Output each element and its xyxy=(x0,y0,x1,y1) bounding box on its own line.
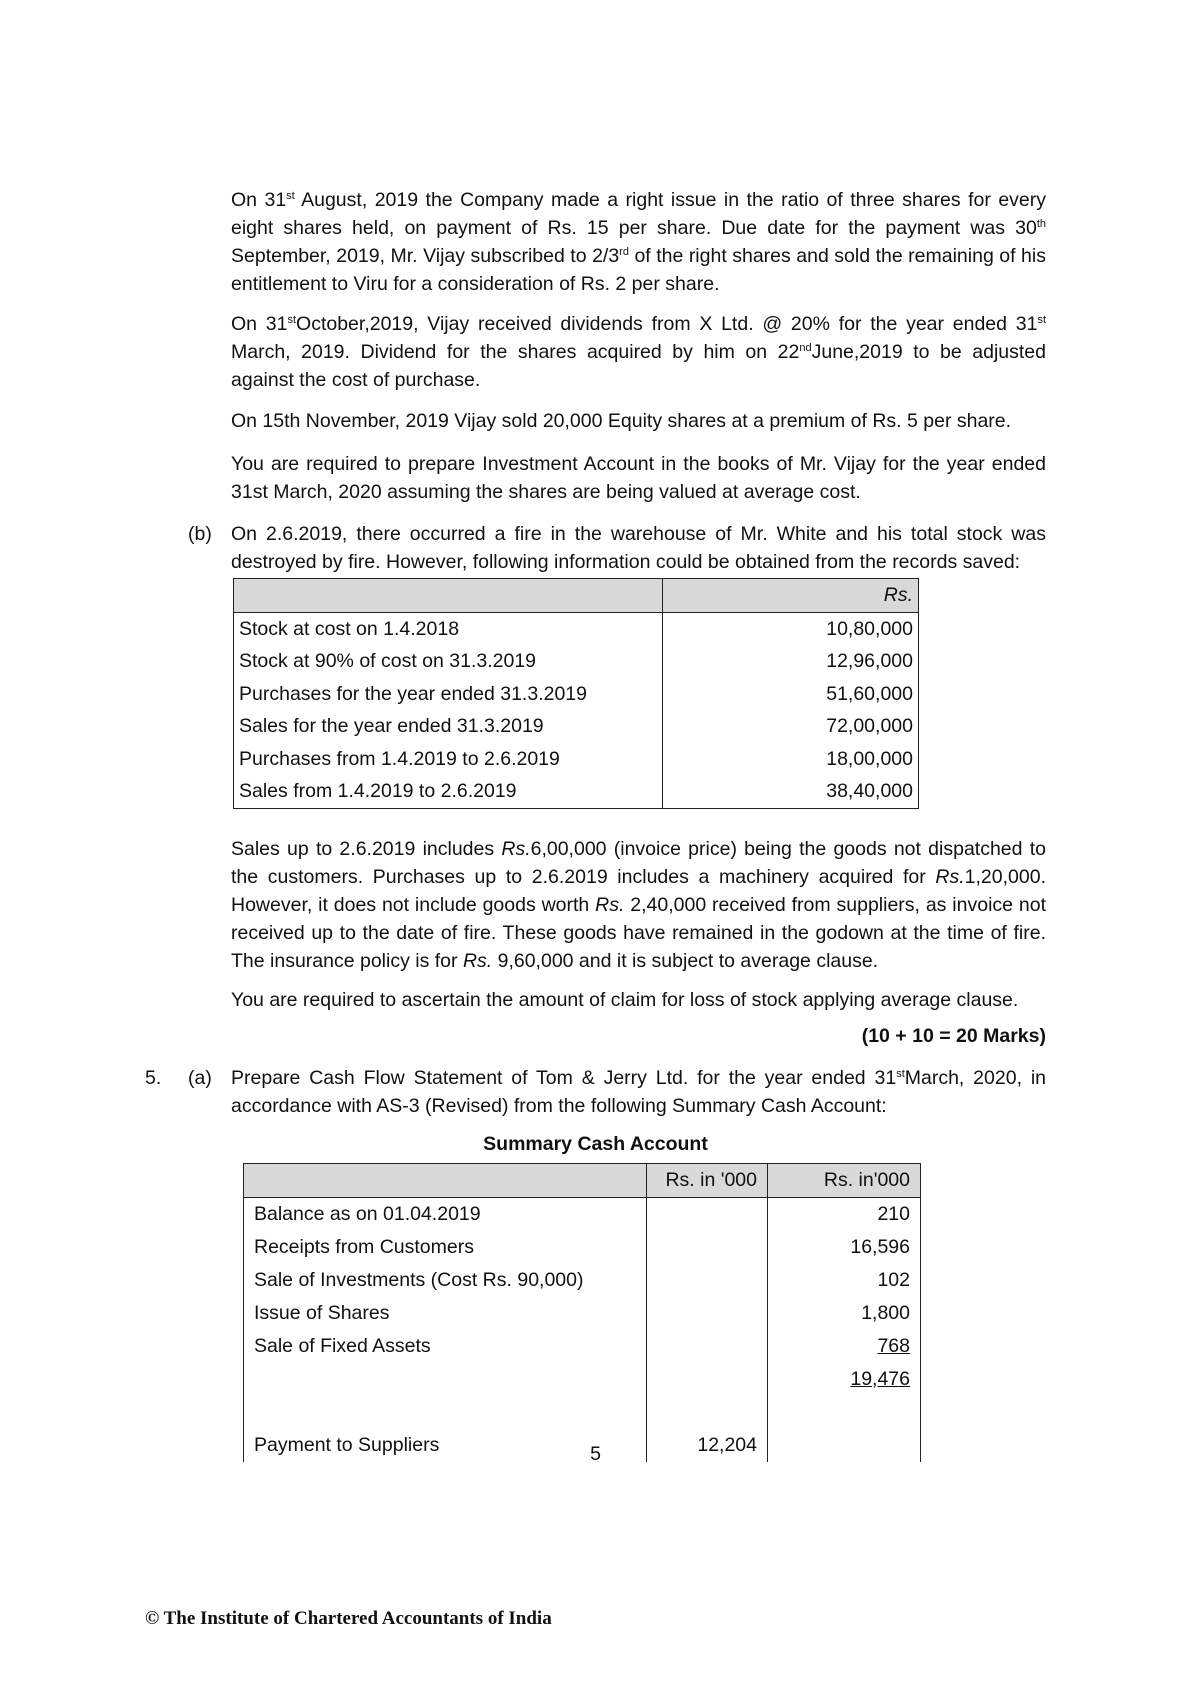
paragraph-fire: On 2.6.2019, there occurred a fire in the warehouse of Mr. White and his total stock was destroyed by fire. However, following information could be obtained from the records saved: xyxy=(231,523,1046,573)
sca-desc: Sale of Investments (Cost Rs. 90,000) xyxy=(244,1264,647,1297)
table-row xyxy=(244,1198,921,1232)
stock-desc: Sales for the year ended 31.3.2019 xyxy=(234,710,663,743)
table-row xyxy=(234,710,919,743)
sca-desc: Balance as on 01.04.2019 xyxy=(244,1198,647,1232)
question-part-b-marker: (b) xyxy=(188,523,212,545)
sca-col2 xyxy=(768,1363,921,1396)
sca-col2: 210 xyxy=(768,1198,921,1232)
sca-subtotal-value: 19,476 xyxy=(850,1368,910,1390)
table-row xyxy=(244,1264,921,1297)
stock-amount: 10,80,000 xyxy=(826,617,913,640)
sca-desc: Sale of Fixed Assets xyxy=(244,1330,647,1363)
question-number: 5. xyxy=(145,1067,162,1089)
paragraph-sale-shares: On 15th November, 2019 Vijay sold 20,000 Equity shares at a premium of Rs. 5 per share. xyxy=(231,410,1012,432)
table-row xyxy=(234,743,919,776)
sca-col1 xyxy=(647,1297,768,1330)
sca-header-col1: Rs. in '000 xyxy=(647,1164,768,1198)
sca-col2: 16,596 xyxy=(768,1231,921,1264)
sca-col2-value: 768 xyxy=(877,1335,910,1357)
summary-cash-table xyxy=(243,1163,921,1462)
stock-header-desc xyxy=(234,579,663,613)
stock-table xyxy=(233,578,919,809)
stock-amount: 72,00,000 xyxy=(826,715,913,738)
sca-desc xyxy=(244,1363,647,1396)
table-row xyxy=(234,612,919,645)
paragraph-requirement-investment: You are required to prepare Investment Account in the books of Mr. Vijay for the year ended 31st March, 2020 assuming the shares are being valued at average cost. xyxy=(231,453,1046,503)
stock-amount: 18,00,000 xyxy=(826,747,913,770)
sca-col2 xyxy=(768,1330,921,1363)
paragraph-sales-details: Sales up to 2.6.2019 includes Rs.6,00,000 (invoice price) being the goods not dispatched to the customers. Purchases up to 2.6.2019 includes a machinery acquired for Rs.1,20,000. However, it does not include goods worth Rs. 2,40,000 received from suppliers, as invoice not received up to the date of fire. These goods have remained in the godown at the time of fire. The insurance policy is for Rs. 9,60,000 and it is subject to average clause. xyxy=(231,838,1046,972)
table-row xyxy=(234,678,919,711)
page-number: 5 xyxy=(590,1443,601,1465)
stock-desc: Sales from 1.4.2019 to 2.6.2019 xyxy=(234,775,663,808)
sca-desc: Issue of Shares xyxy=(244,1297,647,1330)
question-part-a-marker: (a) xyxy=(188,1067,212,1089)
table-row xyxy=(234,775,919,808)
stock-desc: Stock at cost on 1.4.2018 xyxy=(234,612,663,645)
paragraph-requirement-claim: You are required to ascertain the amount of claim for loss of stock applying average clause. xyxy=(231,989,1019,1011)
sca-col1 xyxy=(647,1264,768,1297)
stock-amount: 38,40,000 xyxy=(826,780,913,803)
marks-label: (10 + 10 = 20 Marks) xyxy=(861,1025,1046,1047)
sca-header-desc xyxy=(244,1164,647,1198)
summary-cash-header xyxy=(244,1164,921,1198)
stock-desc: Purchases for the year ended 31.3.2019 xyxy=(234,678,663,711)
stock-desc: Stock at 90% of cost on 31.3.2019 xyxy=(234,645,663,678)
sca-col1 xyxy=(647,1231,768,1264)
table-row xyxy=(244,1330,921,1363)
table-row xyxy=(244,1363,921,1396)
summary-cash-title: Summary Cash Account xyxy=(483,1133,708,1155)
sca-desc: Receipts from Customers xyxy=(244,1231,647,1264)
sca-col1 xyxy=(647,1363,768,1396)
sca-col1: 12,204 xyxy=(647,1429,768,1462)
stock-amount: 51,60,000 xyxy=(826,682,913,705)
paragraph-cash-flow-question: Prepare Cash Flow Statement of Tom & Jerry Ltd. for the year ended 31stMarch, 2020, in accordance with AS-3 (Revised) from the following Summary Cash Account: xyxy=(231,1067,1046,1117)
footer-copyright: © The Institute of Chartered Accountants of India xyxy=(145,1608,552,1629)
table-row xyxy=(244,1297,921,1330)
sca-col2: 1,800 xyxy=(768,1297,921,1330)
sca-col1 xyxy=(647,1330,768,1363)
stock-header-amount: Rs. xyxy=(663,579,919,613)
stock-amount: 12,96,000 xyxy=(826,650,913,673)
stock-table-header xyxy=(234,579,919,613)
table-row xyxy=(244,1231,921,1264)
sca-col1 xyxy=(647,1198,768,1232)
sca-header-col2: Rs. in'000 xyxy=(768,1164,921,1198)
paragraph-right-issue: On 31st August, 2019 the Company made a right issue in the ratio of three shares for every eight shares held, on payment of Rs. 15 per share. Due date for the payment was 30th September, 2019, Mr. Vijay subscribed to 2/3rd of the right shares and sold the remaining of his entitlement to Viru for a consideration of Rs. 2 per share. xyxy=(231,189,1047,295)
table-row xyxy=(234,645,919,678)
sca-col2: 102 xyxy=(768,1264,921,1297)
sca-desc: Payment to Suppliers xyxy=(244,1429,647,1462)
table-spacer-row xyxy=(244,1396,921,1429)
paragraph-dividends: On 31stOctober,2019, Vijay received dividends from X Ltd. @ 20% for the year ended 31st March, 2019. Dividend for the shares acquired by him on 22ndJune,2019 to be adjusted against the cost of purchase. xyxy=(231,313,1047,391)
stock-desc: Purchases from 1.4.2019 to 2.6.2019 xyxy=(234,743,663,776)
